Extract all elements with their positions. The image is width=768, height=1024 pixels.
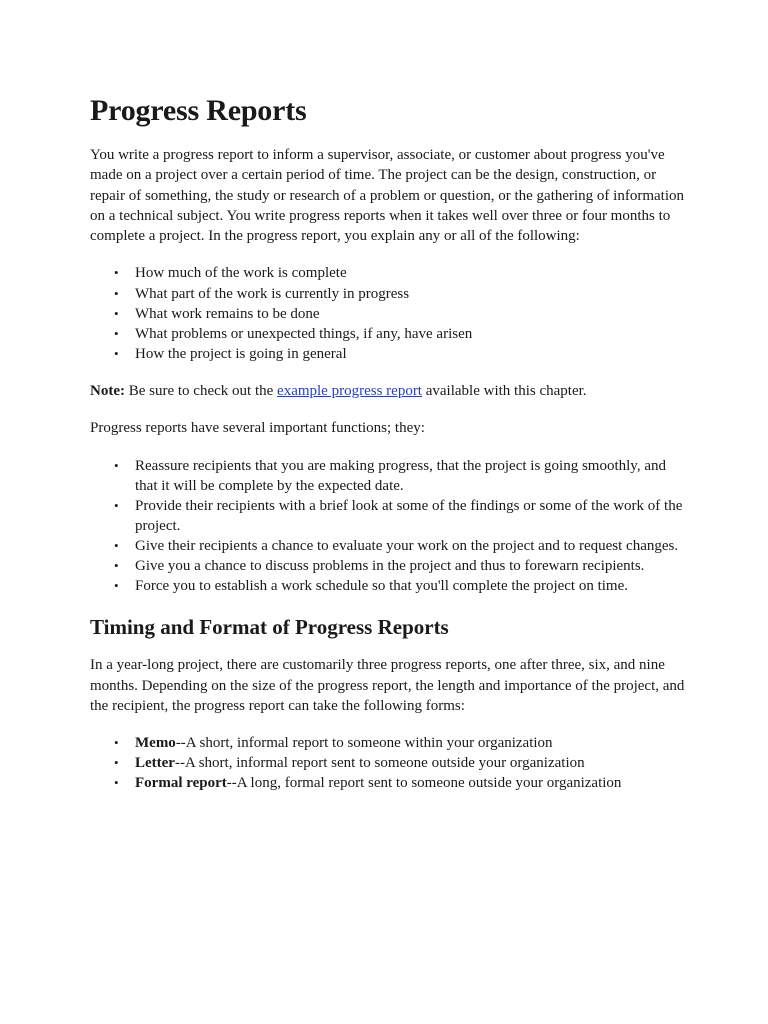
form-term: Memo xyxy=(135,735,176,752)
note-text-before: Be sure to check out the xyxy=(124,382,278,399)
functions-intro: Progress reports have several important functions; they: xyxy=(90,420,425,437)
note-paragraph xyxy=(90,381,688,401)
form-term: Letter xyxy=(135,755,175,772)
functions-list xyxy=(90,456,688,597)
list-item: • Give their recipients a chance to evaluate your work on the project and to request changes. xyxy=(135,536,688,556)
list-item: • Provide their recipients with a brief look at some of the findings or some of the work of the project. xyxy=(135,496,688,536)
list-item: • Force you to establish a work schedule so that you'll complete the project on time. xyxy=(135,576,688,596)
list-item-letter xyxy=(135,753,688,773)
list-item: • Reassure recipients that you are making progress, that the project is going smoothly, and that it will be complete by the expected date. xyxy=(135,456,688,496)
list-item: • What part of the work is currently in progress xyxy=(135,284,688,304)
example-progress-report-link[interactable]: example progress report xyxy=(277,382,422,399)
list-item: • How the project is going in general xyxy=(135,344,688,364)
intro-paragraph: You write a progress report to inform a supervisor, associate, or customer about progress you've made on a project over a certain period of time. The project can be the design, construction, or repair of something, the study or research of a problem or question, or the gathering of information on a technical subject. You write progress reports when it takes well over three or four months to complete a project. In the progress report, you explain any or all of the following: xyxy=(90,147,684,245)
list-item: • What work remains to be done xyxy=(135,304,688,324)
form-desc: --A short, informal report sent to someone outside your organization xyxy=(174,755,585,772)
list-item-formal-report xyxy=(135,773,688,793)
note-label: Note: xyxy=(90,382,125,399)
list-item-memo xyxy=(135,733,688,753)
list-item: • What problems or unexpected things, if any, have arisen xyxy=(135,324,688,344)
list-item: • Give you a chance to discuss problems in the project and thus to forewarn recipients. xyxy=(135,556,688,576)
page-title: Progress Reports xyxy=(90,94,307,127)
forms-list xyxy=(90,733,688,793)
form-desc: --A short, informal report to someone within your organization xyxy=(175,735,553,752)
section2-intro: In a year-long project, there are customarily three progress reports, one after three, six, and nine months. Depending on the size of the progress report, the length and importance of the project, and the recipient, the progress report can take the following forms: xyxy=(90,657,685,714)
form-desc: --A long, formal report sent to someone outside your organization xyxy=(226,775,622,792)
explain-list xyxy=(90,263,688,363)
note-text-after: available with this chapter. xyxy=(421,382,587,399)
list-item: • How much of the work is complete xyxy=(135,263,688,283)
section-heading-timing-format: Timing and Format of Progress Reports xyxy=(90,615,449,640)
form-term: Formal report xyxy=(135,775,227,792)
